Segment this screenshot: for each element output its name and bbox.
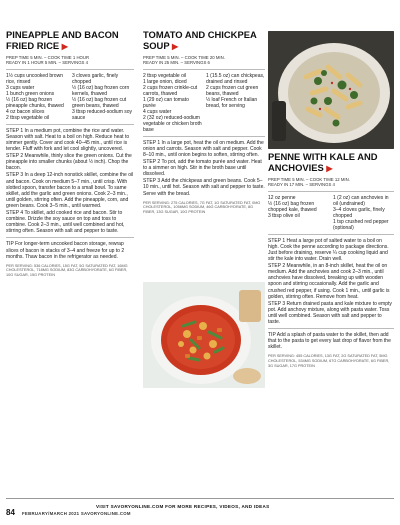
recipe-tip: TIP Add a splash of pasta water to the skillet, then add that to the pasta to get every last drop of flavor from the skillet.	[268, 332, 391, 351]
recipe-title: TOMATO AND CHICKPEA SOUP ▶	[143, 29, 257, 51]
divider	[6, 69, 134, 70]
recipe-title: PENNE WITH KALE AND ANCHOVIES ▶	[268, 151, 378, 173]
chevron-icon: ▶	[172, 41, 179, 51]
recipe-step: STEP 3 Return drained pasta and kale mixture to empty pot. Add anchovy mixture, along with pasta water. Toss until well combined. Season with salt and pepper to taste.	[268, 300, 392, 326]
meta-ready: READY IN 1 HOUR 5 MIN. – SERVINGS 4	[6, 60, 88, 66]
meta-ready: READY IN 25 MIN. – SERVINGS 6	[143, 60, 210, 66]
ingredients-left	[6, 73, 68, 121]
ingredient: ½ (16 oz) bag frozen corn kernels, thawed	[72, 84, 130, 97]
recipe-meta	[268, 177, 394, 188]
meta-time: PREP TIME 5 MIN. – COOK TIME 20 MIN.	[143, 55, 225, 60]
ingredient: 2 cups frozen crinkle-cut carrots, thawed	[143, 84, 198, 97]
divider	[143, 69, 265, 70]
recipe-meta	[6, 55, 134, 66]
ingredient: 1½ cups uncooked brown rice, rinsed	[6, 72, 63, 85]
soup-photo	[143, 282, 265, 388]
meta-time: PREP TIME 5 MIN. – COOK TIME 12 MIN.	[268, 177, 350, 182]
ingredient: 4 cups water	[143, 108, 172, 115]
ingredient: 2 tbsp vegetable oil	[143, 72, 187, 79]
divider	[6, 237, 134, 238]
nutrition-info: PER SERVING: 536 CALORIES, 15G FAT, 5G SATURATED FAT, 16MG CHOLESTEROL, 718MG SODIUM, 83G CARBOHYDRATE, 6G FIBER, 10G SUGAR, 15G PROTEIN	[6, 263, 128, 278]
recipe-meta	[143, 55, 265, 66]
ingredient: 3 tbsp olive oil	[268, 212, 300, 219]
ingredient: ½ (16 oz) bag frozen cut green beans, thawed	[72, 96, 127, 109]
ingredient-list	[143, 73, 265, 133]
ingredient-list	[268, 195, 394, 231]
recipe-step: STEP 4 To skillet, add cooked rice and bacon. Stir to combine. Drizzle the soy sauce on top and toss to combine. Cook 2–3 min., until well combined and hot, stirring often. Season with salt and pepper to taste.	[6, 210, 125, 235]
divider	[268, 234, 394, 235]
meta-time: PREP TIME 5 MIN. – COOK TIME 1 HOUR	[6, 55, 90, 60]
ingredient: 3 cups water	[6, 84, 35, 91]
ingredients-right	[333, 195, 394, 231]
ingredient: 2 (32 oz) reduced-sodium vegetable or chicken broth base	[143, 114, 202, 133]
recipe-step: STEP 2 Meanwhile, in an 8-inch skillet, heat the oil on medium. Add the anchovies and cook 2–3 min., until anchovies have dissolved, breaking up with wooden spoon and stirring occasionally. Add the garlic and crushed red pepper, if using. Cook 1 min., until garlic is golden, stirring often. Remove from heat.	[268, 263, 390, 300]
recipe-chickpea-soup	[143, 30, 265, 215]
ingredient: 3–4 cloves garlic, finely chopped	[333, 206, 385, 219]
recipe-penne	[268, 152, 394, 369]
divider	[143, 136, 265, 137]
chevron-icon: ▶	[61, 41, 68, 51]
recipe-tip: TIP For longer-term uncooked bacon storage, rewrap slices of bacon in stacks of 3–4 and freeze for up to 2 months. Thaw bacon in the refrigerator as needed.	[6, 241, 125, 260]
recipe-step: STEP 2 To pot, add the tomato purée and water. Heat to a simmer on high. Stir in the broth base until dissolved.	[143, 159, 262, 178]
recipe-step: STEP 3 Add the chickpeas and green beans. Cook 5–10 min., until hot. Season with salt and pepper to taste. Serve with the bread.	[143, 178, 265, 197]
ingredients-right	[206, 73, 265, 133]
recipe-fried-rice	[6, 30, 134, 278]
recipe-step: STEP 2 Meanwhile, thinly slice the green onions. Cut the pineapple into smaller chunks (about ½ inch). Chop the bacon.	[6, 153, 132, 172]
ingredient: 12 oz penne	[268, 194, 296, 201]
footer-divider	[6, 498, 394, 499]
divider	[268, 191, 394, 192]
ingredient: 2 tbsp vegetable oil	[6, 114, 50, 121]
publication-info: FEBRUARY/MARCH 2021 SAVORYONLINE.COM	[22, 511, 131, 516]
ingredient: 2 cups frozen cut green beans, thawed	[206, 84, 259, 97]
chevron-icon: ▶	[326, 163, 333, 173]
ingredient: 3 cloves garlic, finely chopped	[72, 72, 119, 85]
ingredient: 1 bunch green onions	[6, 90, 55, 97]
ingredient: 1 (15.5 oz) can chickpeas, drained and rinsed	[206, 72, 265, 85]
page-number: 84	[6, 508, 15, 517]
ingredients-right	[72, 73, 134, 121]
ingredient: ½ loaf French or Italian bread, for serving	[206, 96, 258, 109]
ingredient: ½ (16 oz) bag frozen chopped kale, thawed	[268, 200, 317, 213]
meta-ready: READY IN 17 MIN. – SERVINGS 4	[268, 182, 335, 188]
ingredient: 1 (2 oz) can anchovies in oil (undrained)	[333, 194, 389, 207]
recipe-step: STEP 1 In a medium pot, combine the rice and water. Season with salt. Heat to a boil on high. Reduce heat to simmer gently. Cover and cook 40–45 min., until rice is tender. Fluff with fork and let cool slightly, uncovered.	[6, 127, 130, 153]
ingredient-list	[6, 73, 134, 121]
ingredient: 4 oz bacon slices	[6, 108, 45, 115]
divider	[6, 124, 134, 125]
ingredient: 1 tsp crushed red pepper (optional)	[333, 218, 389, 231]
ingredients-left	[143, 73, 202, 133]
recipe-step: STEP 3 In a deep 12-inch nonstick skillet, combine the oil and bacon. Cook on medium 5–7 min., until crisp. With slotted spoon, transfer bacon to a small bowl. To same skillet, add the garlic and green onions. Cook 2–3 min., until golden, stirring often. Add the pineapple, corn, and green beans. Cook 3–5 min., until warmed.	[6, 172, 134, 209]
ingredient: 1 (29 oz) can tomato purée	[143, 96, 189, 109]
nutrition-info: PER SERVING: 455 CALORIES, 13G FAT, 2G SATURATED FAT, 5MG CHOLESTEROL, 534MG SODIUM, 67G CARBOHYDRATE, 6G FIBER, 3G SUGAR, 17G PROTEIN	[268, 354, 390, 368]
ingredient: 1 large onion, diced	[143, 78, 187, 85]
nutrition-info: PER SERVING: 275 CALORIES, 7G FAT, 1G SATURATED FAT, 0MG CHOLESTEROL, 1056MG SODIUM, 46G CARBOHYDRATE, 8G FIBER, 13G SUGAR, 10G PROTEIN	[143, 200, 261, 215]
recipe-step: STEP 1 Heat a large pot of salted water to a boil on high. Cook the penne according to package directions. Just before draining, reserve ¼ cup cooking liquid and stir the kale into water. Drain well.	[268, 237, 389, 263]
ingredient: 3 tbsp reduced-sodium soy sauce	[72, 108, 133, 121]
divider	[268, 328, 394, 329]
ingredient: ½ (16 oz) bag frozen pineapple chunks, thawed	[6, 96, 64, 109]
footer-cta[interactable]: VISIT SAVORYONLINE.COM FOR MORE RECIPES, VIDEOS, AND IDEAS	[96, 504, 270, 509]
recipe-title: PINEAPPLE AND BACON FRIED RICE ▶	[6, 29, 119, 51]
ingredients-left	[268, 195, 329, 231]
penne-photo	[268, 31, 394, 149]
recipe-step: STEP 1 In a large pot, heat the oil on medium. Add the onion and carrots. Season with salt and pepper. Cook 8–10 min., until onion begins to soften, stirring often.	[143, 139, 264, 158]
